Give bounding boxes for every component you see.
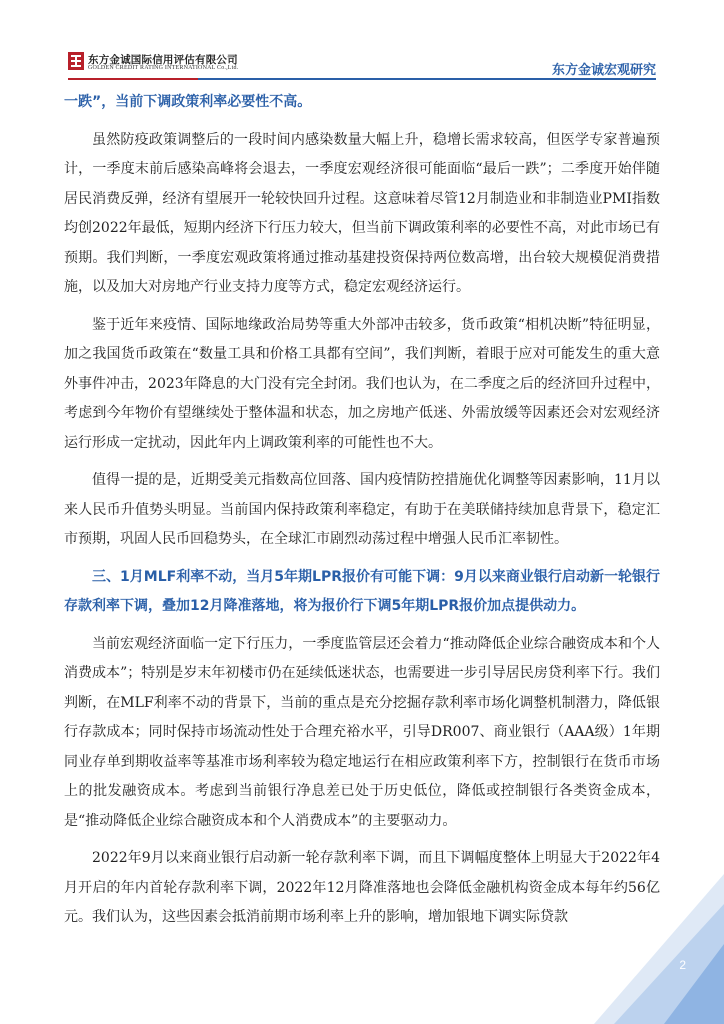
paragraph: 值得一提的是，近期受美元指数高位回落、国内疫情防控措施优化调整等因素影响，11月以来人民币升值势头明显。当前国内保持政策利率稳定，有助于在美联储持续加息背景下，稳定汇市预期，巩固人民币回稳势头，在全球汇市剧烈动荡过程中增强人民币汇率韧性。 xyxy=(64,472,660,547)
lead-sentence: 一跌”，当前下调政策利率必要性不高。 xyxy=(64,94,312,110)
paragraph: 虽然防疫政策调整后的一段时间内感染数量大幅上升，稳增长需求较高，但医学专家普遍预计，一季度末前后感染高峰将会退去，一季度宏观经济很可能面临“最后一跌”；二季度开始伴随居民消费反弹，经济有望展开一轮较快回升过程。这意味着尽管12月制造业和非制造业PMI指数均创2022年最低，短期内经济下行压力较大，但当前下调政策利率的必要性不高，对此市场已有预期。我们判断，一季度宏观政策将通过推动基建投资保持两位数高增，出台较大规模促消费措施，以及加大对房地产行业支持力度等方式，稳定宏观经济运行。 xyxy=(64,131,660,295)
section-title: 东方金诚宏观研究 xyxy=(551,63,656,78)
page-number: 2 xyxy=(679,958,686,972)
corner-decoration xyxy=(594,874,724,1024)
company-name-cn: 东方金诚国际信用评估有限公司 xyxy=(88,54,238,66)
article-body xyxy=(64,88,660,933)
section-heading: 三、1月MLF利率不动，当月5年期LPR报价有可能下调：9月以来商业银行启动新一轮银行存款利率下调，叠加12月降准落地，将为报价行下调5年期LPR报价加点提供动力。 xyxy=(64,568,660,614)
paragraph: 鉴于近年来疫情、国际地缘政治局势等重大外部冲击较多，货币政策“相机决断”特征明显，加之我国货币政策在“数量工具和价格工具都有空间”，我们判断，着眼于应对可能发生的重大意外事件冲击，2023年降息的大门没有完全封闭。我们也认为，在二季度之后的经济回升过程中，考虑到今年物价有望继续处于整体温和状态，加之房地产低迷、外需放缓等因素还会对宏观经济运行形成一定扰动，因此年内上调政策利率的可能性也不大。 xyxy=(64,316,660,451)
paragraph: 2022年9月以来商业银行启动新一轮存款利率下调，而且下调幅度整体上明显大于2022年4月开启的年内首轮存款利率下调，2022年12月降准落地也会降低金融机构资金成本每年约56亿元。我们认为，这些因素会抵消前期市场利率上升的影响，增加银地下调实际贷款 xyxy=(64,850,660,925)
company-logo-icon xyxy=(68,52,84,70)
company-name-en: GOLDEN CREDIT RATING INTERNATIONAL Co.,Ltd. xyxy=(88,65,239,71)
paragraph: 当前宏观经济面临一定下行压力，一季度监管层还会着力“推动降低企业综合融资成本和个人消费成本”；特别是岁末年初楼市仍在延续低迷状态，也需要进一步引导居民房贷利率下行。我们判断，在MLF利率不动的背景下，当前的重点是充分挖掘存款利率市场化调整机制潜力，降低银行存款成本；同时保持市场流动性处于合理充裕水平，引导DR007、商业银行（AAA级）1年期同业存单到期收益率等基准市场利率较为稳定地运行在相应政策利率下方，控制银行在货币市场上的批发融资成本。考虑到当前银行净息差已处于历史低位，降低或控制银行各类资金成本，是“推动降低企业综合融资成本和个人消费成本”的主要驱动力。 xyxy=(64,635,660,829)
page-header xyxy=(0,0,724,86)
header-divider-accent xyxy=(68,78,198,80)
